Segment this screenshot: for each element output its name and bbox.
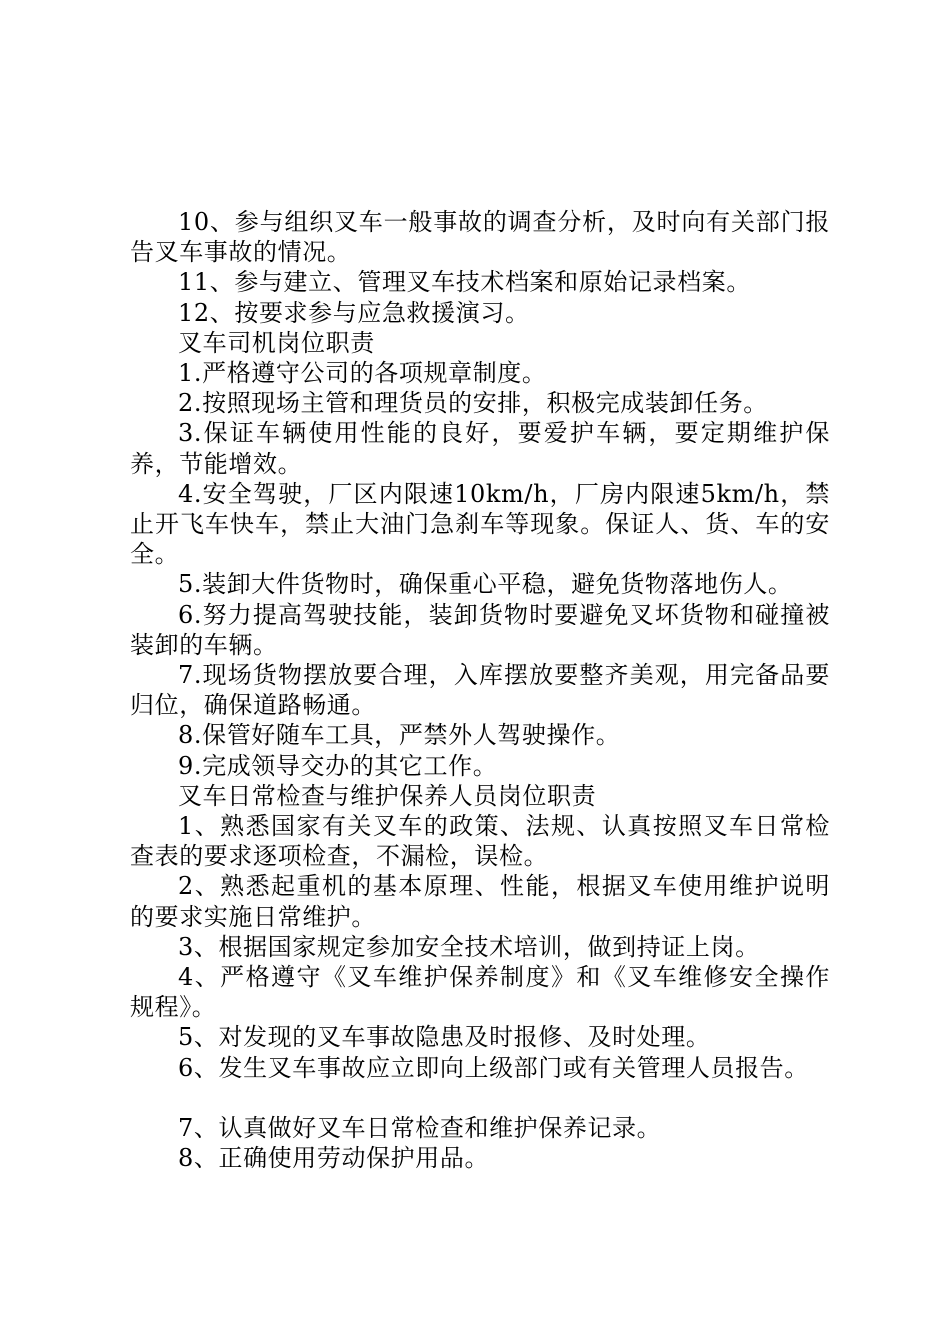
blank-line <box>130 1083 830 1113</box>
paragraph-driver-2: 2.按照现场主管和理货员的安排，积极完成装卸任务。 <box>178 389 768 418</box>
paragraph-driver-9: 9.完成领导交办的其它工作。 <box>178 751 498 780</box>
document-body <box>130 207 830 1173</box>
paragraph-driver-6: 6.努力提高驾驶技能，装卸货物时要避免叉坏货物和碰撞被装卸的车辆。 <box>130 600 830 659</box>
paragraph-maintenance-7: 7、认真做好叉车日常检查和维护保养记录。 <box>178 1114 662 1143</box>
paragraph-duty-12: 12、按要求参与应急救援演习。 <box>178 298 530 327</box>
paragraph-maintenance-2: 2、熟悉起重机的基本原理、性能，根据叉车使用维护说明的要求实施日常维护。 <box>130 872 830 931</box>
paragraph-driver-4: 4.安全驾驶，厂区内限速10km/h，厂房内限速5km/h，禁止开飞车快车，禁止大油门急刹车等现象。保证人、货、车的安全。 <box>130 479 830 569</box>
paragraph-maintenance-3: 3、根据国家规定参加安全技术培训，做到持证上岗。 <box>178 932 760 961</box>
paragraph-maintenance-5: 5、对发现的叉车事故隐患及时报修、及时处理。 <box>178 1023 711 1052</box>
section-heading-maintenance-duties: 叉车日常检查与维护保养人员岗位职责 <box>178 781 597 810</box>
paragraph-duty-10: 10、参与组织叉车一般事故的调查分析，及时向有关部门报告叉车事故的情况。 <box>130 208 830 267</box>
paragraph-driver-3: 3.保证车辆使用性能的良好，要爱护车辆，要定期维护保养，节能增效。 <box>130 419 830 478</box>
paragraph-driver-1: 1.严格遵守公司的各项规章制度。 <box>178 359 547 388</box>
paragraph-driver-7: 7.现场货物摆放要合理，入库摆放要整齐美观，用完备品要归位，确保道路畅通。 <box>130 661 830 720</box>
paragraph-maintenance-4: 4、严格遵守《叉车维护保养制度》和《叉车维修安全操作规程》。 <box>130 963 830 1022</box>
paragraph-maintenance-1: 1、熟悉国家有关叉车的政策、法规、认真按照叉车日常检查表的要求逐项检查，不漏检，误检。 <box>130 812 830 871</box>
paragraph-maintenance-6: 6、发生叉车事故应立即向上级部门或有关管理人员报告。 <box>178 1053 809 1082</box>
paragraph-driver-8: 8.保管好随车工具，严禁外人驾驶操作。 <box>178 721 621 750</box>
section-heading-driver-duties: 叉车司机岗位职责 <box>178 328 375 357</box>
paragraph-maintenance-8: 8、正确使用劳动保护用品。 <box>178 1144 490 1173</box>
paragraph-driver-5: 5.装卸大件货物时，确保重心平稳，避免货物落地伤人。 <box>178 570 793 599</box>
paragraph-duty-11: 11、参与建立、管理叉车技术档案和原始记录档案。 <box>178 268 751 297</box>
